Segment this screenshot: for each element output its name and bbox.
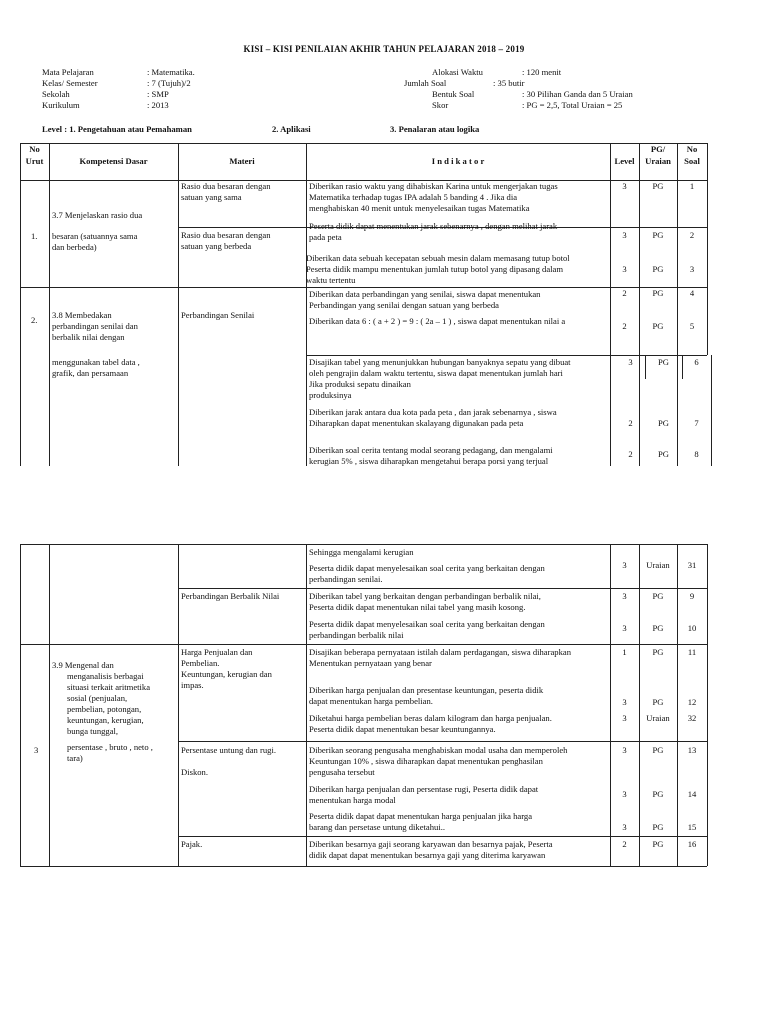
indikator-text: didik dapat dapat menentukan besarnya gaji yang diterima karyawan [309, 850, 546, 860]
level-value: 1 [622, 647, 627, 657]
materi-text: satuan yang berbeda [181, 241, 252, 251]
indikator-text: Peserta didik dapat dapat menentukan harga penjualan jika harga [309, 811, 533, 821]
indikator-text: Diberikan soal cerita tentang modal seorang pedagang, dan mengalami [309, 445, 553, 455]
type-value: PG [652, 230, 664, 240]
indikator-text: dapat menentukan harga pembelian. [309, 696, 433, 706]
bentuk-label: Bentuk Soal [432, 89, 475, 99]
type-value: PG [652, 647, 664, 657]
indikator-text: menghabiskan 40 menit untuk menyelesaikan tugas Matematika [309, 203, 530, 213]
level-value: 2 [622, 288, 627, 298]
info-value: : SMP [147, 89, 169, 99]
no-soal-value: 1 [689, 181, 695, 191]
kd-text: situasi terkait aritmetika [67, 682, 151, 692]
indikator-text: Jika produksi sepatu dinaikan [309, 379, 411, 389]
type-value: PG [652, 745, 664, 755]
indikator-text: Diberikan data sebuah kecepatan sebuah mesin dalam memasang tutup botol [306, 253, 570, 263]
row-number: 1. [31, 231, 38, 241]
no-soal-value: 4 [689, 288, 695, 298]
indikator-text: Peserta didik dapat menentukan besar keuntungannya. [309, 724, 496, 734]
jumlah-value: : 35 butir [493, 78, 525, 88]
info-label: Mata Pelajaran [42, 67, 94, 77]
info-value: : Matematika. [147, 67, 195, 77]
type-value: PG [658, 449, 669, 459]
info-label: Kelas/ Semester [42, 78, 98, 88]
no-soal-value: 6 [694, 357, 699, 367]
no-soal-value: 8 [694, 449, 699, 459]
row-number: 2. [31, 315, 38, 325]
indikator-text: Diketahui harga pembelian beras dalam kilogram dan harga penjualan. [309, 713, 552, 723]
indikator-text: barang dan persetase untung diketahui.. [309, 822, 446, 832]
type-value: PG [652, 789, 664, 799]
indikator-text: Disajikan tabel yang menunjukkan hubungan banyaknya sepatu yang dibuat [309, 357, 571, 367]
no-soal-value: 5 [689, 321, 695, 331]
type-value: PG [652, 288, 664, 298]
indikator-text: pengusaha tersebut [309, 767, 375, 777]
no-soal-value: 7 [694, 418, 699, 428]
level-value: 2 [628, 449, 633, 459]
indikator-text: Diberikan besarnya gaji seorang karyawan dan besarnya pajak, Peserta [309, 839, 553, 849]
indikator-text: Keuntungan 10% , siswa diharapkan dapat menentukan penghasilan [309, 756, 543, 766]
header-indikator: I n d i k a t o r [431, 156, 485, 166]
materi-text: Pembelian. [181, 658, 220, 668]
indikator-text: perbandingan berbalik nilai [309, 630, 404, 640]
indikator-text: oleh pengrajin dalam waktu tertentu, siswa dapat menentukan jumlah hari [309, 368, 563, 378]
info-label: Kurikulum [42, 100, 80, 110]
kd-text: bunga tunggal, [67, 726, 119, 736]
kd-text: besaran (satuannya sama [52, 231, 138, 241]
indikator-text: Menentukan pernyataan yang benar [309, 658, 432, 668]
indikator-text: Diberikan seorang pengusaha menghabiskan modal usaha dan memperoleh [309, 745, 568, 755]
indikator-text: Diberikan tabel yang berkaitan dengan perbandingan berbalik nilai, [309, 591, 541, 601]
materi-text: Pajak. [181, 839, 203, 849]
level-value: 3 [628, 357, 633, 367]
level-value: 2 [628, 418, 633, 428]
no-soal-value: 32 [687, 713, 697, 723]
indikator-text: Peserta didik dapat menentukan nilai tabel yang masih kosong. [309, 602, 526, 612]
type-value: PG [652, 321, 664, 331]
no-soal-value: 16 [687, 839, 697, 849]
header-materi: Materi [229, 156, 255, 166]
header-no-urut: Urut [25, 156, 44, 166]
no-soal-value: 11 [687, 647, 697, 657]
level-value: 3 [622, 822, 627, 832]
kd-text: dan berbeda) [52, 242, 97, 252]
materi-text: Rasio dua besaran dengan [181, 181, 271, 191]
skor-value: : PG = 2,5, Total Uraian = 25 [522, 100, 623, 110]
header-pg-uraian: PG/ [650, 144, 666, 154]
header-level: Level [614, 156, 635, 166]
kd-text: pembelian, potongan, [67, 704, 142, 714]
no-soal-value: 15 [687, 822, 697, 832]
type-value: Uraian [646, 560, 670, 570]
header-no-urut: No [29, 144, 40, 154]
kd-text: 3.9 Mengenal dan [52, 660, 114, 670]
info-value: : 2013 [147, 100, 169, 110]
type-value: PG [652, 822, 664, 832]
kd-text: grafik, dan persamaan [52, 368, 129, 378]
type-value: PG [652, 697, 664, 707]
level-value: 3 [622, 623, 627, 633]
indikator-text: pada peta [309, 232, 342, 242]
level-value: 3 [622, 789, 627, 799]
type-value: PG [658, 418, 669, 428]
indikator-text: Perbandingan yang senilai dengan satuan yang berbeda [309, 300, 499, 310]
level-legend-2: 2. Aplikasi [272, 124, 311, 134]
indikator-text: Peserta didik dapat menyelesaikan soal cerita yang berkaitan dengan [309, 563, 545, 573]
indikator-text: Diberikan data 6 : ( a + 2 ) = 9 : ( 2a – 1 ) , siswa dapat menentukan nilai a [309, 316, 566, 326]
indikator-text: Peserta didik mampu menentukan jumlah tutup botol yang dipasang dalam [306, 264, 564, 274]
no-soal-value: 9 [689, 591, 695, 601]
level-value: 3 [622, 264, 627, 274]
level-value: 3 [622, 591, 627, 601]
type-value: PG [658, 357, 669, 367]
kd-text: menggunakan tabel data , [52, 357, 140, 367]
type-value: PG [652, 839, 664, 849]
indikator-text: menentukan harga modal [309, 795, 396, 805]
indikator-text: Disajikan beberapa pernyataan istilah dalam perdagangan, siswa diharapkan [309, 647, 572, 657]
indikator-text: perbandingan senilai. [309, 574, 383, 584]
indikator-text: Diberikan harga penjualan dan presentase keuntungan, peserta didik [309, 685, 544, 695]
bentuk-value: : 30 Pilihan Ganda dan 5 Uraian [522, 89, 633, 99]
indikator-text: waktu tertentu [306, 275, 356, 285]
level-value: 2 [622, 321, 627, 331]
kd-text: persentase , bruto , neto , [67, 742, 153, 752]
kd-text: menganalisis berbagai [67, 671, 144, 681]
info-value: : 7 (Tujuh)/2 [147, 78, 191, 88]
header-no-soal: Soal [684, 156, 700, 166]
materi-text: Perbandingan Berbalik Nilai [181, 591, 280, 601]
kd-text: perbandingan senilai dan [52, 321, 138, 331]
indikator-text: produksinya [309, 390, 352, 400]
materi-text: impas. [181, 680, 204, 690]
no-soal-value: 12 [687, 697, 697, 707]
indikator-text: Diberikan rasio waktu yang dihabiskan Karina untuk mengerjakan tugas [309, 181, 558, 191]
type-value: PG [652, 264, 664, 274]
level-value: 3 [622, 181, 627, 191]
kd-text: sosial (penjualan, [67, 693, 128, 703]
materi-text: Diskon. [181, 767, 208, 777]
level-value: 3 [622, 697, 627, 707]
level-value: 2 [622, 839, 627, 849]
materi-text: satuan yang sama [181, 192, 242, 202]
type-value: Uraian [646, 713, 670, 723]
indikator-text: Matematika terhadap tugas IPA adalah 5 banding 4 . Jika dia [309, 192, 518, 202]
header-no-soal: No [686, 144, 698, 154]
header-kompetensi-dasar: Kompetensi Dasar [79, 156, 148, 166]
kd-text: berbalik nilai dengan [52, 332, 125, 342]
type-value: PG [652, 181, 664, 191]
skor-label: Skor [432, 100, 449, 110]
level-legend-1: Level : 1. Pengetahuan atau Pemahaman [42, 124, 192, 134]
alokasi-label: Alokasi Waktu [432, 67, 483, 77]
type-value: PG [652, 623, 664, 633]
level-value: 3 [622, 745, 627, 755]
kd-text: keuntungan, kerugian, [67, 715, 144, 725]
info-label: Sekolah [42, 89, 70, 99]
header-pg-uraian: Uraian [645, 156, 671, 166]
kd-text: 3.7 Menjelaskan rasio dua [52, 210, 143, 220]
materi-text: Perbandingan Senilai [181, 310, 255, 320]
document-title: KISI – KISI PENILAIAN AKHIR TAHUN PELAJARAN 2018 – 2019 [243, 44, 525, 54]
row-number: 3 [34, 745, 39, 755]
level-value: 3 [622, 560, 627, 570]
no-soal-value: 3 [689, 264, 695, 274]
indikator-text: Peserta didik dapat menentukan jarak sebenarnya , dengan melihat jarak [309, 221, 558, 231]
alokasi-value: : 120 menit [522, 67, 562, 77]
no-soal-value: 10 [687, 623, 697, 633]
materi-text: Harga Penjualan dan [181, 647, 253, 657]
level-value: 3 [622, 713, 627, 723]
materi-text: Rasio dua besaran dengan [181, 230, 271, 240]
level-value: 3 [622, 230, 627, 240]
no-soal-value: 14 [687, 789, 697, 799]
indikator-text: Sehingga mengalami kerugian [309, 547, 414, 557]
materi-text: Persentase untung dan rugi. [181, 745, 276, 755]
jumlah-label: Jumlah Soal [404, 78, 447, 88]
indikator-text: Diberikan harga penjualan dan persentase rugi, Peserta didik dapat [309, 784, 539, 794]
indikator-text: Diberikan data perbandingan yang senilai, siswa dapat menentukan [309, 289, 541, 299]
indikator-text: Diberikan jarak antara dua kota pada peta , dan jarak sebenarnya , siswa [309, 407, 557, 417]
kd-text: 3.8 Membedakan [52, 310, 112, 320]
no-soal-value: 2 [689, 230, 695, 240]
indikator-text: kerugian 5% , siswa diharapkan mengetahui berapa porsi yang terjual [309, 456, 549, 466]
no-soal-value: 13 [687, 745, 697, 755]
no-soal-value: 31 [687, 560, 697, 570]
kd-text: tara) [67, 753, 83, 763]
type-value: PG [652, 591, 664, 601]
indikator-text: Peserta didik dapat menyelesaikan soal cerita yang berkaitan dengan [309, 619, 545, 629]
materi-text: Keuntungan, kerugian dan [181, 669, 272, 679]
indikator-text: Diharapkan dapat menentukan skalayang digunakan pada peta [309, 418, 524, 428]
level-legend-3: 3. Penalaran atau logika [390, 124, 480, 134]
